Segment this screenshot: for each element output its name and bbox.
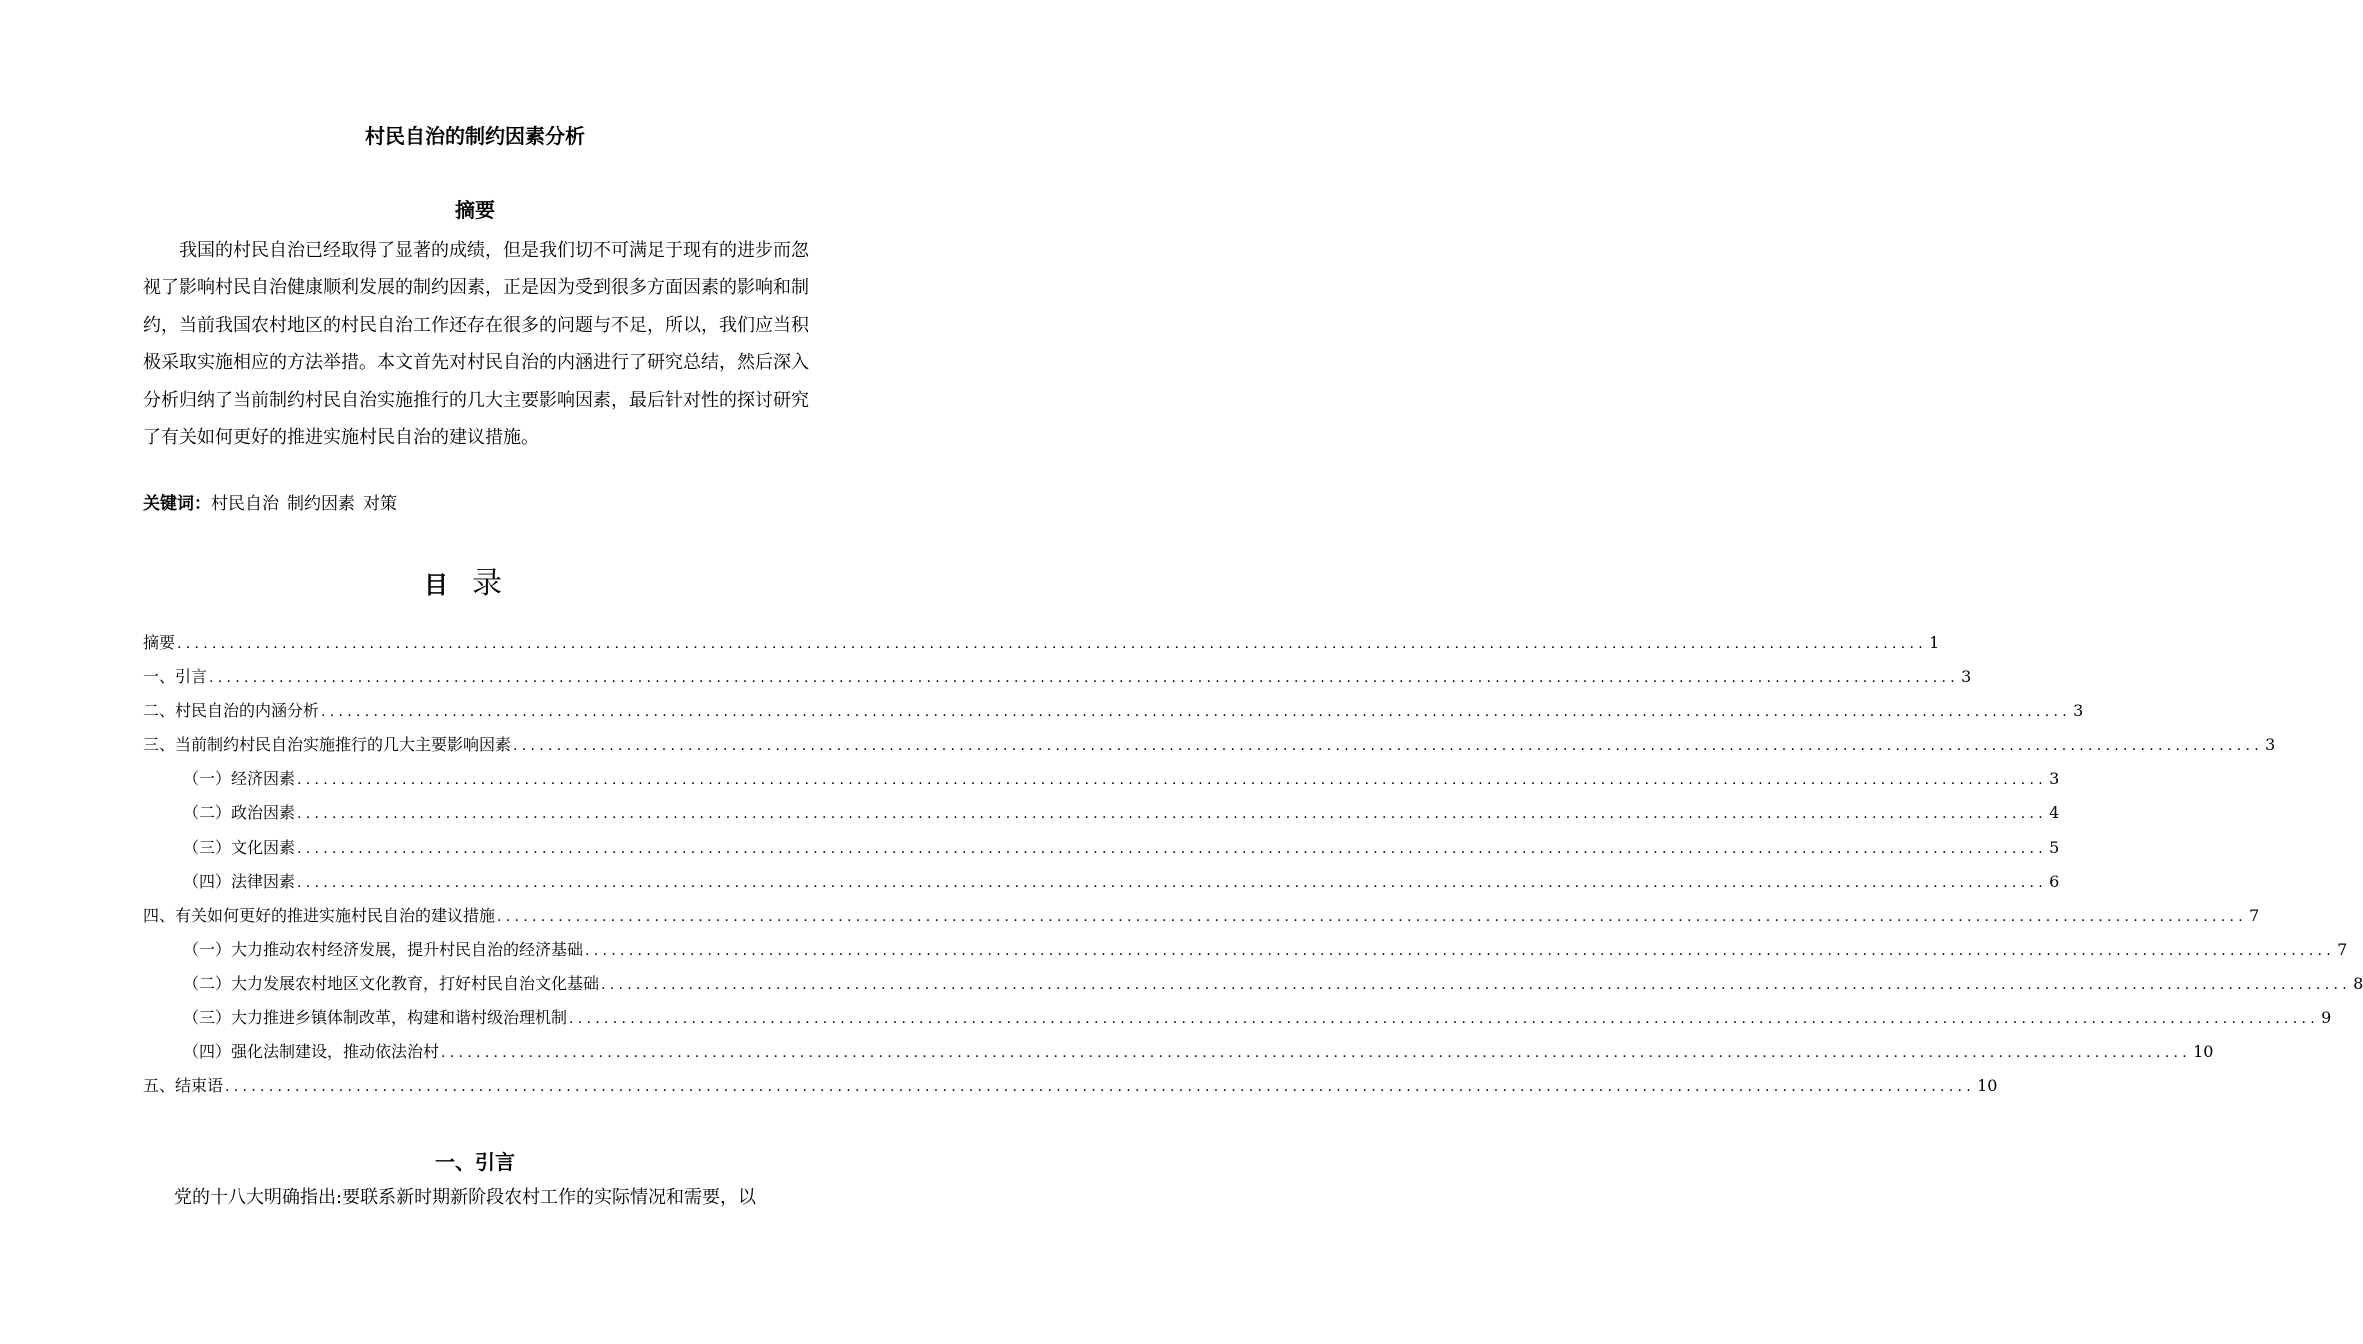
- toc-entry-label: （三）大力推进乡镇体制改革，构建和谐村级治理机制: [183, 1008, 568, 1028]
- toc-entry[interactable]: [143, 865, 2060, 899]
- toc-entry-label: （一）经济因素: [183, 769, 296, 789]
- keywords-label: 关键词：: [143, 494, 211, 514]
- toc-entry-label: 摘要: [143, 633, 176, 652]
- toc-leader-dots: ........................................................................................................................................................................................................: [297, 772, 2048, 789]
- toc-entry[interactable]: [143, 694, 2084, 728]
- toc-leader-dots: ........................................................................................................................................................................................................: [177, 636, 1928, 652]
- toc-entry[interactable]: [143, 1001, 2332, 1035]
- toc-entry-label: （四）法律因素: [183, 871, 296, 891]
- keyword-item: 制约因素: [287, 494, 355, 514]
- toc-entry-label: 五、结束语: [143, 1076, 224, 1096]
- abstract-heading: 摘要: [455, 198, 495, 222]
- toc-leader-dots: ........................................................................................................................................................................................................: [297, 874, 2048, 891]
- toc-entry[interactable]: [143, 728, 2276, 762]
- toc-entry-page: 3: [2073, 701, 2084, 721]
- abstract-body: 我国的村民自治已经取得了显著的成绩，但是我们切不可满足于现有的进步而忽视了影响村民自治健康顺利发展的制约因素，正是因为受到很多方面因素的影响和制约，当前我国农村地区的村民自治工作还存在很多的问题与不足，所以，我们应当积极采取实施相应的方法举措。本文首先对村民自治的内涵进行了研究总结，然后深入分析归纳了当前制约村民自治实施推行的几大主要影响因素，最后针对性的探讨研究了有关如何更好的推进实施村民自治的建议措施。: [143, 240, 809, 449]
- toc-entry[interactable]: [143, 762, 2060, 796]
- toc-entry[interactable]: [143, 660, 1972, 694]
- toc-entry-page: 7: [2337, 939, 2348, 959]
- toc-entry-page: 3: [2049, 769, 2060, 789]
- toc-entry-page: 3: [2265, 735, 2276, 755]
- toc-heading-char: 目: [424, 571, 472, 599]
- toc-entry-page: 7: [2249, 905, 2260, 925]
- toc-entry-label: （一）大力推动农村经济发展，提升村民自治的经济基础: [183, 939, 584, 959]
- keyword-item: 村民自治: [211, 494, 279, 514]
- toc-entry-label: 二、村民自治的内涵分析: [143, 701, 320, 721]
- toc-entry[interactable]: [143, 626, 1940, 660]
- toc-entry[interactable]: [143, 899, 2260, 933]
- toc-entry-page: 6: [2049, 871, 2060, 891]
- toc-entry[interactable]: [143, 933, 2348, 967]
- toc-heading-char: 录: [472, 566, 526, 601]
- toc-entry-page: 10: [2193, 1042, 2214, 1062]
- toc-entry-label: 一、引言: [143, 667, 208, 687]
- toc-entry-label: （二）政治因素: [183, 803, 296, 823]
- toc-entry[interactable]: [143, 796, 2060, 830]
- toc-entry-label: （三）文化因素: [183, 837, 296, 857]
- toc-leader-dots: ........................................................................................................................................................................................................: [441, 1045, 2192, 1062]
- toc-leader-dots: ........................................................................................................................................................................................................: [209, 670, 1960, 687]
- toc-heading: [0, 562, 950, 607]
- toc-entry[interactable]: [143, 831, 2060, 865]
- table-of-contents: [143, 626, 2363, 1103]
- toc-entry-page: 8: [2353, 973, 2363, 993]
- toc-entry[interactable]: [143, 1069, 1998, 1103]
- toc-entry-label: 三、当前制约村民自治实施推行的几大主要影响因素: [143, 735, 512, 755]
- toc-leader-dots: ........................................................................................................................................................................................................: [321, 704, 2072, 721]
- toc-entry-page: 1: [1929, 633, 1940, 652]
- toc-leader-dots: ........................................................................................................................................................................................................: [297, 806, 2048, 823]
- toc-entry-label: （四）强化法制建设，推动依法治村: [183, 1042, 440, 1062]
- keyword-item: 对策: [363, 494, 397, 514]
- toc-entry-page: 9: [2321, 1008, 2332, 1028]
- intro-heading: 一、引言: [435, 1150, 515, 1174]
- toc-leader-dots: ........................................................................................................................................................................................................: [585, 942, 2336, 959]
- toc-entry-label: 四、有关如何更好的推进实施村民自治的建议措施: [143, 905, 496, 925]
- toc-entry-page: 4: [2049, 803, 2060, 823]
- toc-leader-dots: ........................................................................................................................................................................................................: [513, 738, 2264, 755]
- toc-entry-page: 5: [2049, 837, 2060, 857]
- toc-entry-page: 10: [1977, 1076, 1998, 1096]
- toc-leader-dots: ........................................................................................................................................................................................................: [601, 976, 2352, 993]
- keywords-line: [143, 490, 405, 518]
- toc-entry[interactable]: [143, 1035, 2214, 1069]
- intro-paragraph: 党的十八大明确指出:要联系新时期新阶段农村工作的实际情况和需要，以: [174, 1187, 757, 1208]
- document-title: 村民自治的制约因素分析: [365, 124, 585, 148]
- toc-leader-dots: ........................................................................................................................................................................................................: [225, 1079, 1976, 1096]
- toc-entry-label: （二）大力发展农村地区文化教育，打好村民自治文化基础: [183, 973, 600, 993]
- toc-leader-dots: ........................................................................................................................................................................................................: [297, 840, 2048, 857]
- toc-entry[interactable]: [143, 967, 2363, 1001]
- toc-leader-dots: ........................................................................................................................................................................................................: [497, 908, 2248, 925]
- toc-leader-dots: ........................................................................................................................................................................................................: [569, 1011, 2320, 1028]
- toc-entry-page: 3: [1961, 667, 1972, 687]
